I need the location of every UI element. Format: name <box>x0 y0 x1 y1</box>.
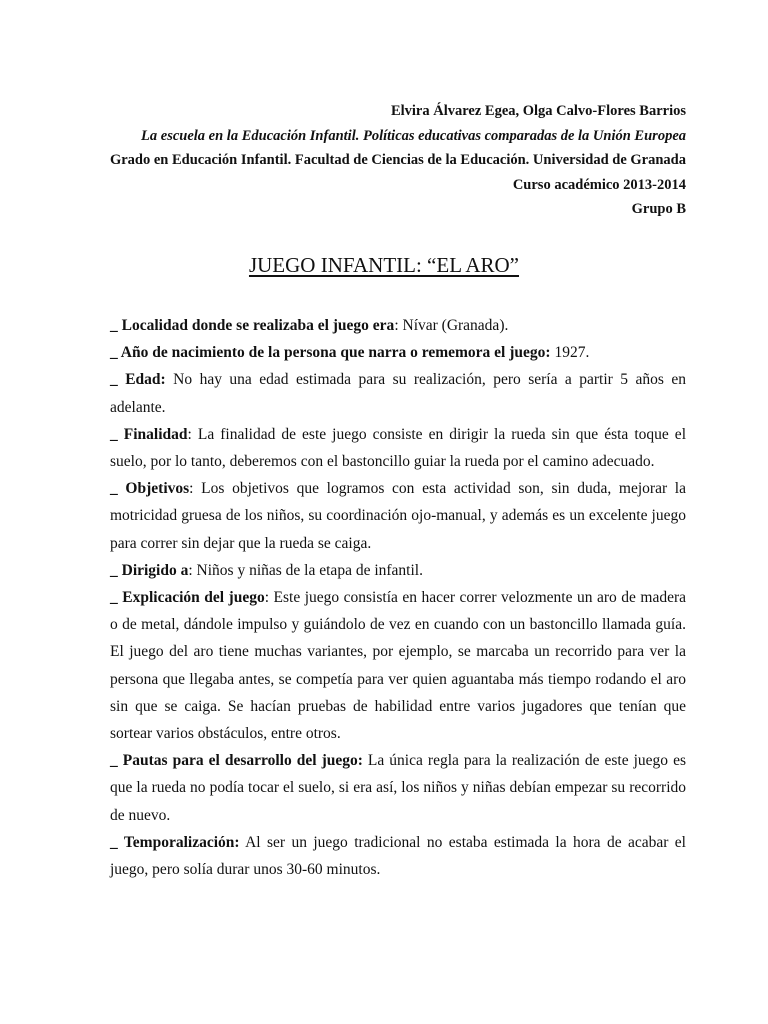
item-text: Al ser un juego tradicional no estaba estimada la hora de acabar el juego, pero solía durar unos 30-60 minutos. <box>110 833 686 879</box>
group-label: Grupo B <box>631 201 686 217</box>
item-text: : Este juego consistía en hacer correr velozmente un aro de madera o de metal, dándole impulso y guiándolo de vez en cuando con un bastoncillo llamada guía. El juego del aro tiene muchas variantes, por ejemplo, se marcaba un recorrido para ver la persona que llegaba antes, se competía para ver quien aguantaba más tiempo rodando el aro sin que se caiga. Se hacían pruebas de habilidad entre varios jugadores que tenían que sortear varios obstáculos, entre otros. <box>110 589 686 743</box>
degree-line: Grado en Educación Infantil. Facultad de Ciencias de la Educación. Universidad de Granada <box>109 152 686 168</box>
item-pautas <box>110 747 686 829</box>
item-label: _ Edad: <box>110 371 166 389</box>
item-dirigido <box>110 557 686 584</box>
item-text: La única regla para la realización de este juego es que la rueda no podía tocar el suelo, si era así, los niños y niñas debían empezar su recorrido de nuevo. <box>110 752 686 824</box>
item-explicacion <box>110 584 686 747</box>
item-label: _ Dirigido a <box>110 561 189 579</box>
item-label: _ Pautas para el desarrollo del juego: <box>110 752 363 770</box>
item-label: _ Objetivos <box>110 480 190 498</box>
course-subtitle: La escuela en la Educación Infantil. Políticas educativas comparadas de la Unión Europea <box>141 127 686 144</box>
document-body <box>110 312 686 883</box>
academic-year: Curso académico 2013-2014 <box>512 176 686 193</box>
item-temporalizacion <box>110 829 686 883</box>
item-text: : Los objetivos que logramos con esta actividad son, sin duda, mejorar la motricidad gruesa de los niños, su coordinación ojo-manual, y además es un excelente juego para correr sin dejar que la rueda se caiga. <box>110 480 686 552</box>
item-edad <box>110 366 686 420</box>
authors: Elvira Álvarez Egea, Olga Calvo-Flores Barrios <box>390 103 686 119</box>
item-label: _ Finalidad <box>110 425 188 443</box>
item-text: : Nívar (Granada). <box>394 317 509 334</box>
item-label: _ Año de nacimiento de la persona que narra o rememora el juego: <box>110 344 551 362</box>
item-finalidad <box>110 421 686 475</box>
item-text: 1927. <box>550 344 590 362</box>
item-objetivos <box>110 475 686 557</box>
item-text: No hay una edad estimada para su realización, pero sería a partir 5 años en adelante. <box>110 371 686 416</box>
item-label: _ Temporalización: <box>110 833 240 851</box>
item-label: _ Localidad donde se realizaba el juego era <box>110 317 395 334</box>
item-ano-nacimiento <box>110 339 686 366</box>
item-label: _ Explicación del juego <box>110 589 265 607</box>
document-header <box>80 99 686 222</box>
page-title-text: JUEGO INFANTIL: “EL ARO” <box>248 253 520 277</box>
item-localidad <box>110 312 686 339</box>
item-text: : La finalidad de este juego consiste en dirigir la rueda sin que ésta toque el suelo, por lo tanto, deberemos con el bastoncillo guiar la rueda por el camino adecuado. <box>110 425 686 471</box>
page-title <box>0 250 768 280</box>
item-text: : Niños y niñas de la etapa de infantil. <box>188 561 423 579</box>
